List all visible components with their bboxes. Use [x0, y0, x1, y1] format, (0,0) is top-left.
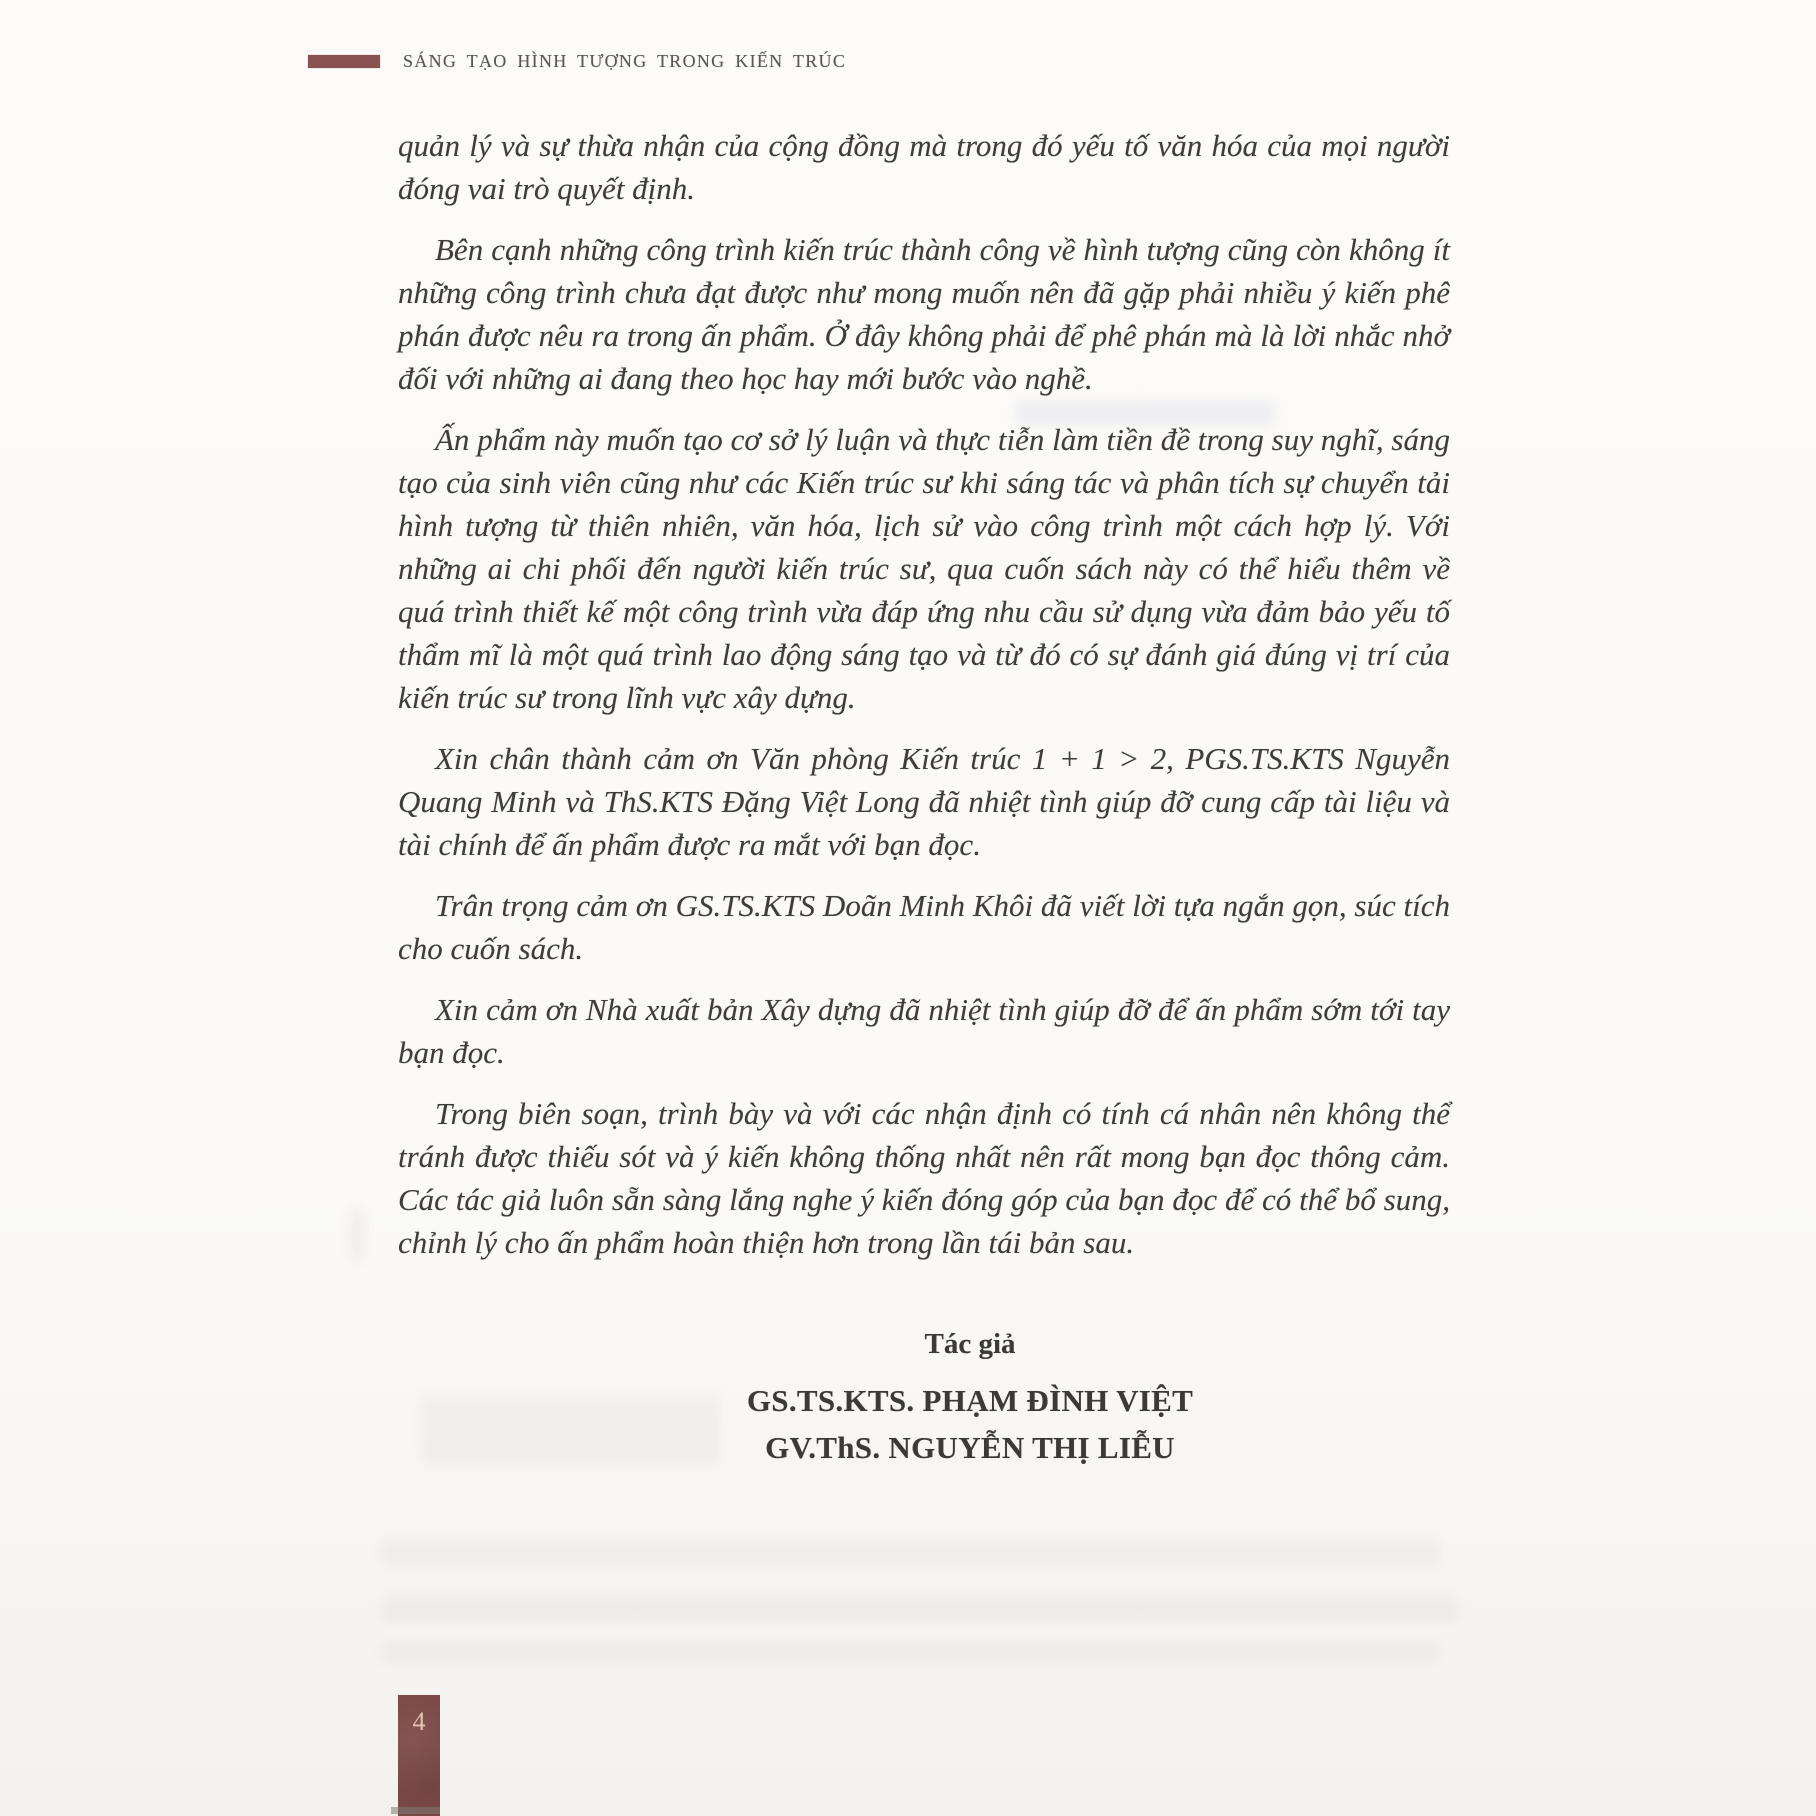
scan-artifact [380, 1640, 1440, 1664]
paragraph: quản lý và sự thừa nhận của cộng đồng mà trong đó yếu tố văn hóa của mọi người đóng vai trò quyết định. [398, 128, 1450, 206]
paragraph: Trong biên soạn, trình bày và với các nhận định có tính cá nhân nên không thể tránh được thiếu sót và ý kiến không thống nhất nên rất mong bạn đọc thông cảm. Các tác giả luôn sẵn sàng lắng nghe ý kiến đóng góp của bạn đọc để có thể bổ sung, chỉnh lý cho ấn phẩm hoàn thiện hơn trong lần tái bản sau. [398, 1096, 1450, 1260]
paragraph: Trân trọng cảm ơn GS.TS.KTS Doãn Minh Khôi đã viết lời tựa ngắn gọn, súc tích cho cuốn sách. [398, 888, 1450, 966]
running-header-title: SÁNG TẠO HÌNH TƯỢNG TRONG KIẾN TRÚC [403, 51, 847, 71]
page-number: 4 [412, 1707, 426, 1736]
author-name: GV.ThS. NGUYỄN THỊ LIỄU [765, 1430, 1175, 1465]
paragraph: Bên cạnh những công trình kiến trúc thành công về hình tượng cũng còn không ít những công trình chưa đạt được như mong muốn nên đã gặp phải nhiều ý kiến phê phán được nêu ra trong ấn phẩm. Ở đây không phải để phê phán mà là lời nhắc nhở đối với những ai đang theo học hay mới bước vào nghề. [398, 232, 1450, 396]
author-block [490, 1324, 1450, 1471]
paragraph: Ấn phẩm này muốn tạo cơ sở lý luận và thực tiễn làm tiền đề trong suy nghĩ, sáng tạo của sinh viên cũng như các Kiến trúc sư khi sáng tác và phân tích sự chuyển tải hình tượng từ thiên nhiên, văn hóa, lịch sử vào công trình một cách hợp lý. Với những ai chi phối đến người kiến trúc sư, qua cuốn sách này có thể hiểu thêm về quá trình thiết kế một công trình vừa đáp ứng nhu cầu sử dụng vừa đảm bảo yếu tố thẩm mĩ là một quá trình lao động sáng tạo và từ đó có sự đánh giá đúng vị trí của kiến trúc sư trong lĩnh vực xây dựng. [398, 422, 1450, 715]
paragraph: Xin chân thành cảm ơn Văn phòng Kiến trúc 1 + 1 > 2, PGS.TS.KTS Nguyễn Quang Minh và ThS.KTS Đặng Việt Long đã nhiệt tình giúp đỡ cung cấp tài liệu và tài chính để ấn phẩm được ra mắt với bạn đọc. [398, 741, 1450, 862]
scan-edge-artifact [391, 1807, 440, 1814]
page-number-box [398, 1695, 440, 1816]
author-label: Tác giả [924, 1328, 1016, 1360]
scan-artifact [380, 1595, 1460, 1623]
header-accent-bar [308, 55, 380, 68]
page-body [398, 0, 1450, 1471]
scan-artifact [348, 1205, 366, 1265]
scan-artifact [380, 1540, 1440, 1566]
author-name: GS.TS.KTS. PHẠM ĐÌNH VIỆT [746, 1383, 1194, 1418]
paragraph: Xin cảm ơn Nhà xuất bản Xây dựng đã nhiệt tình giúp đỡ để ấn phẩm sớm tới tay bạn đọc. [398, 992, 1450, 1070]
